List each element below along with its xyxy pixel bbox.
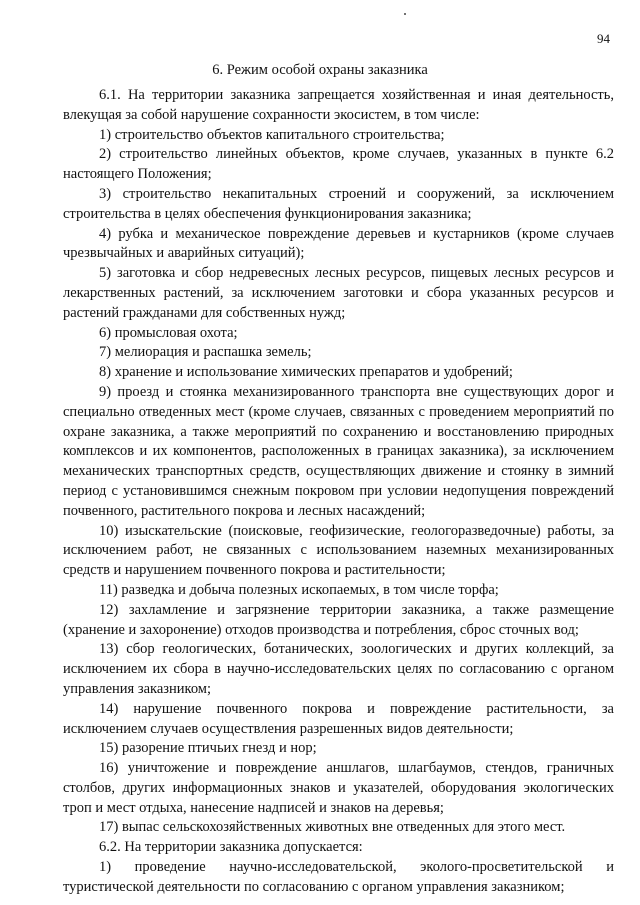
list-item-5: 5) заготовка и сбор недревесных лесных ресурсов, пищевых лесных ресурсов и лекарственных растений, за исключением заготовки и сбора указанных ресурсов и растений гражданами для собственных нужд; (63, 265, 614, 321)
scan-speck (404, 13, 406, 15)
list-item-17: 17) выпас сельскохозяйственных животных вне отведенных для этого мест. (99, 819, 566, 836)
list-item-11: 11) разведка и добыча полезных ископаемых, в том числе торфа; (99, 581, 499, 598)
document-body (63, 86, 614, 898)
list-item-12: 12) захламление и загрязнение территории заказника, а также размещение (хранение и захоронение) отходов производства и потребления, сброс сточных вод; (63, 601, 614, 638)
list-item-14: 14) нарушение почвенного покрова и повреждение растительности, за исключением случаев осуществления разрешенных видов деятельности; (63, 700, 614, 737)
list-item-8: 8) хранение и использование химических препаратов и удобрений; (99, 364, 513, 381)
list-item-15: 15) разорение птичьих гнезд и нор; (99, 740, 317, 757)
section-heading: 6. Режим особой охраны заказника (212, 62, 428, 78)
list-item-3: 3) строительство некапитальных строений и сооружений, за исключением строительства в целях обеспечения функционирования заказника; (63, 185, 614, 222)
list-item-7: 7) мелиорация и распашка земель; (99, 344, 312, 361)
paragraph-6-1-intro: 6.1. На территории заказника запрещается хозяйственная и иная деятельность, влекущая за собой нарушение сохранности экосистем, в том числе: (63, 87, 614, 123)
list-item-6: 6) промысловая охота; (99, 324, 238, 341)
paragraph-6-2-intro: 6.2. На территории заказника допускается: (99, 839, 363, 856)
list-item-4: 4) рубка и механическое повреждение деревьев и кустарников (кроме случаев чрезвычайных и аварийных ситуаций); (63, 225, 614, 262)
list-item-9: 9) проезд и стоянка механизированного транспорта вне существующих дорог и специально отведенных мест (кроме случаев, связанных с проведением мероприятий по охране заказника, а также мероприятий по сохранению и восстановлению природных комплексов и их компонентов, расположенных в границах заказника), за исключением механических транспортных средств, осуществляющих движение и стоянку в зимний период с установившимся снежным покровом при условии недопущения повреждений почвенного, растительного покрова и лесных насаждений; (63, 383, 614, 519)
permitted-item-1: 1) проведение научно-исследовательской, эколого-просветительской и туристической деятельности по согласованию с органом управления заказником; (63, 859, 614, 895)
list-item-10: 10) изыскательские (поисковые, геофизические, геологоразведочные) работы, за исключением работ, не связанных с использованием наземных механизированных средств и нарушением почвенного покрова и растительности; (63, 522, 614, 579)
list-item-1: 1) строительство объектов капитального строительства; (99, 126, 445, 143)
page-number: 94 (597, 31, 610, 46)
list-item-2: 2) строительство линейных объектов, кроме случаев, указанных в пункте 6.2 настоящего Положения; (63, 146, 614, 183)
list-item-16: 16) уничтожение и повреждение аншлагов, шлагбаумов, стендов, граничных столбов, других информационных знаков и указателей, оборудования экологических троп и мест отдыха, нанесение надписей и знаков на деревья; (63, 760, 614, 816)
list-item-13: 13) сбор геологических, ботанических, зоологических и других коллекций, за исключением их сбора в научно-исследовательских целях по согласованию с органом управления заказником; (63, 641, 614, 697)
